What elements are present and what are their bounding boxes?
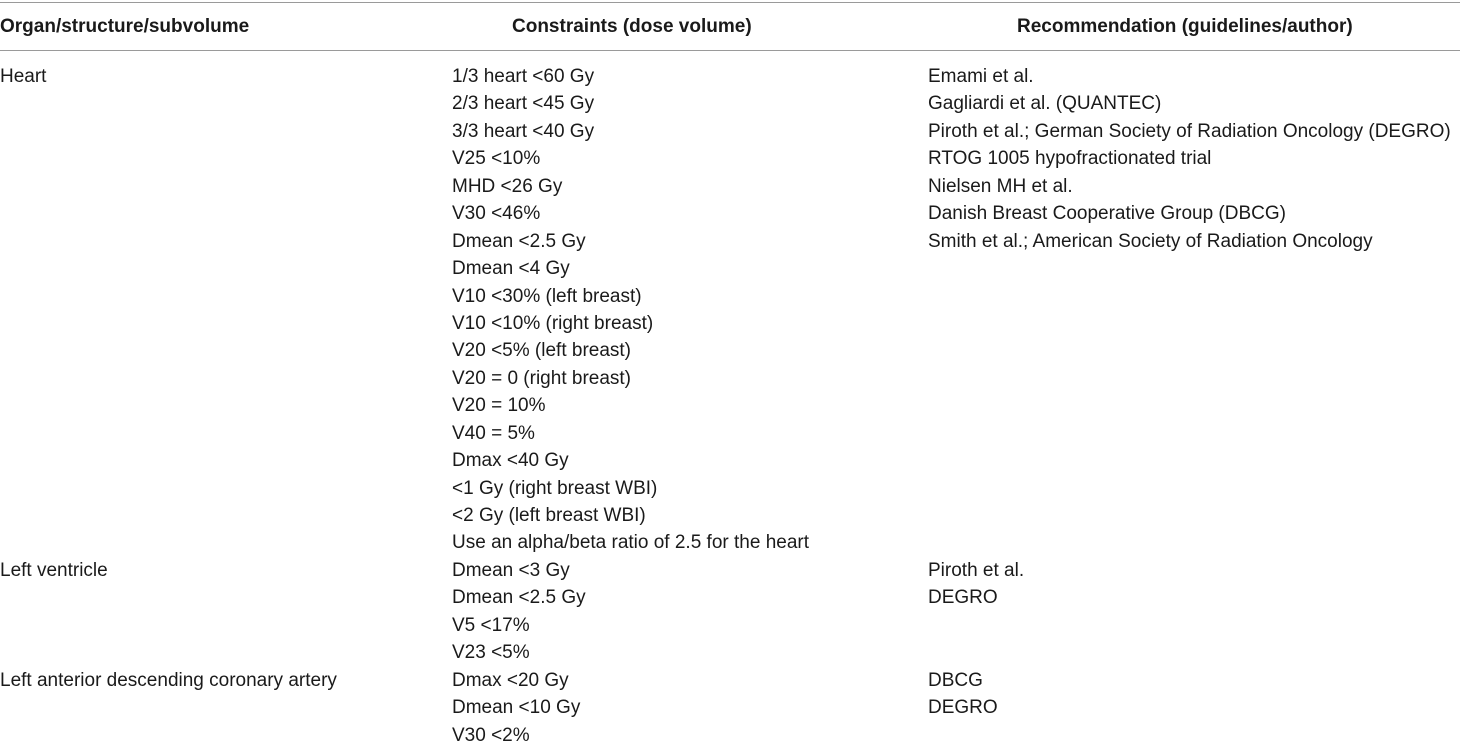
recommendation-cell: RTOG 1005 hypofractionated trial (928, 148, 1212, 170)
table-line (0, 283, 1460, 310)
organ-cell: Heart (0, 66, 47, 87)
table-line (0, 420, 1460, 447)
constraint-cell: V25 <10% (452, 148, 541, 170)
constraint-cell: Dmean <3 Gy (452, 559, 570, 581)
table-line (0, 118, 1460, 145)
constraint-cell: V40 = 5% (452, 422, 535, 444)
table-line (0, 337, 1460, 364)
recommendation-cell: Piroth et al.; German Society of Radiation Oncology (DEGRO) (928, 120, 1451, 142)
constraint-cell: V20 <5% (left breast) (452, 340, 632, 362)
constraint-cell: MHD <26 Gy (452, 175, 563, 197)
table-line (0, 447, 1460, 474)
table-line (0, 310, 1460, 337)
constraint-cell: Dmax <40 Gy (452, 450, 569, 472)
constraint-cell: 1/3 heart <60 Gy (452, 66, 595, 87)
constraint-cell: V20 = 10% (452, 395, 546, 417)
constraint-cell: Dmean <2.5 Gy (452, 230, 586, 252)
recommendation-cell: DBCG (928, 669, 983, 691)
table-line (0, 694, 1460, 721)
table-line (0, 612, 1460, 639)
table-line (0, 228, 1460, 255)
recommendation-cell: DEGRO (928, 697, 998, 719)
constraint-cell: V23 <5% (452, 642, 530, 664)
constraint-cell: V10 <30% (left breast) (452, 285, 642, 307)
table-line (0, 255, 1460, 282)
table-row (0, 557, 1460, 667)
recommendation-cell: Smith et al.; American Society of Radiation Oncology (928, 230, 1373, 252)
header-organ: Organ/structure/subvolume (0, 16, 250, 37)
table-line (0, 200, 1460, 227)
constraint-cell: Dmax <20 Gy (452, 669, 569, 691)
table-row (0, 63, 1460, 557)
constraint-cell: Dmean <2.5 Gy (452, 587, 586, 609)
table-line (0, 584, 1460, 611)
table-header-rule (0, 50, 1460, 51)
header-recommendation: Recommendation (guidelines/author) (1017, 16, 1353, 37)
recommendation-cell: Danish Breast Cooperative Group (DBCG) (928, 203, 1286, 225)
table-row (0, 667, 1460, 749)
constraint-cell: V30 <2% (452, 724, 530, 746)
table-header-row (0, 2, 1460, 50)
recommendation-cell: Gagliardi et al. (QUANTEC) (928, 93, 1162, 115)
recommendation-cell: Emami et al. (928, 66, 1034, 87)
recommendation-cell: DEGRO (928, 587, 998, 609)
table-line (0, 145, 1460, 172)
table-line (0, 90, 1460, 117)
constraint-cell: V5 <17% (452, 614, 530, 636)
table-line (0, 475, 1460, 502)
recommendation-cell: Piroth et al. (928, 559, 1025, 581)
table-line (0, 392, 1460, 419)
table-line (0, 502, 1460, 529)
constraint-cell: Use an alpha/beta ratio of 2.5 for the heart (452, 532, 810, 554)
table-line (0, 365, 1460, 392)
constraint-cell: V20 = 0 (right breast) (452, 367, 632, 389)
table-line (0, 529, 1460, 556)
table-line (0, 63, 1460, 90)
table-line (0, 173, 1460, 200)
constraint-cell: Dmean <10 Gy (452, 697, 581, 719)
table-line (0, 722, 1460, 749)
constraint-cell: 3/3 heart <40 Gy (452, 120, 595, 142)
constraint-cell: <2 Gy (left breast WBI) (452, 505, 646, 526)
recommendation-cell: Nielsen MH et al. (928, 175, 1073, 197)
constraint-cell: V30 <46% (452, 203, 541, 225)
table-body (0, 63, 1460, 749)
constraint-cell: <1 Gy (right breast WBI) (452, 477, 658, 499)
table-line (0, 667, 1460, 694)
table-line (0, 557, 1460, 584)
table-line (0, 639, 1460, 666)
organ-cell: Left ventricle (0, 559, 108, 581)
constraint-cell: 2/3 heart <45 Gy (452, 93, 595, 115)
constraint-cell: Dmean <4 Gy (452, 258, 570, 280)
header-constraints: Constraints (dose volume) (512, 16, 752, 37)
organ-cell: Left anterior descending coronary artery (0, 669, 337, 691)
constraint-cell: V10 <10% (right breast) (452, 312, 654, 334)
